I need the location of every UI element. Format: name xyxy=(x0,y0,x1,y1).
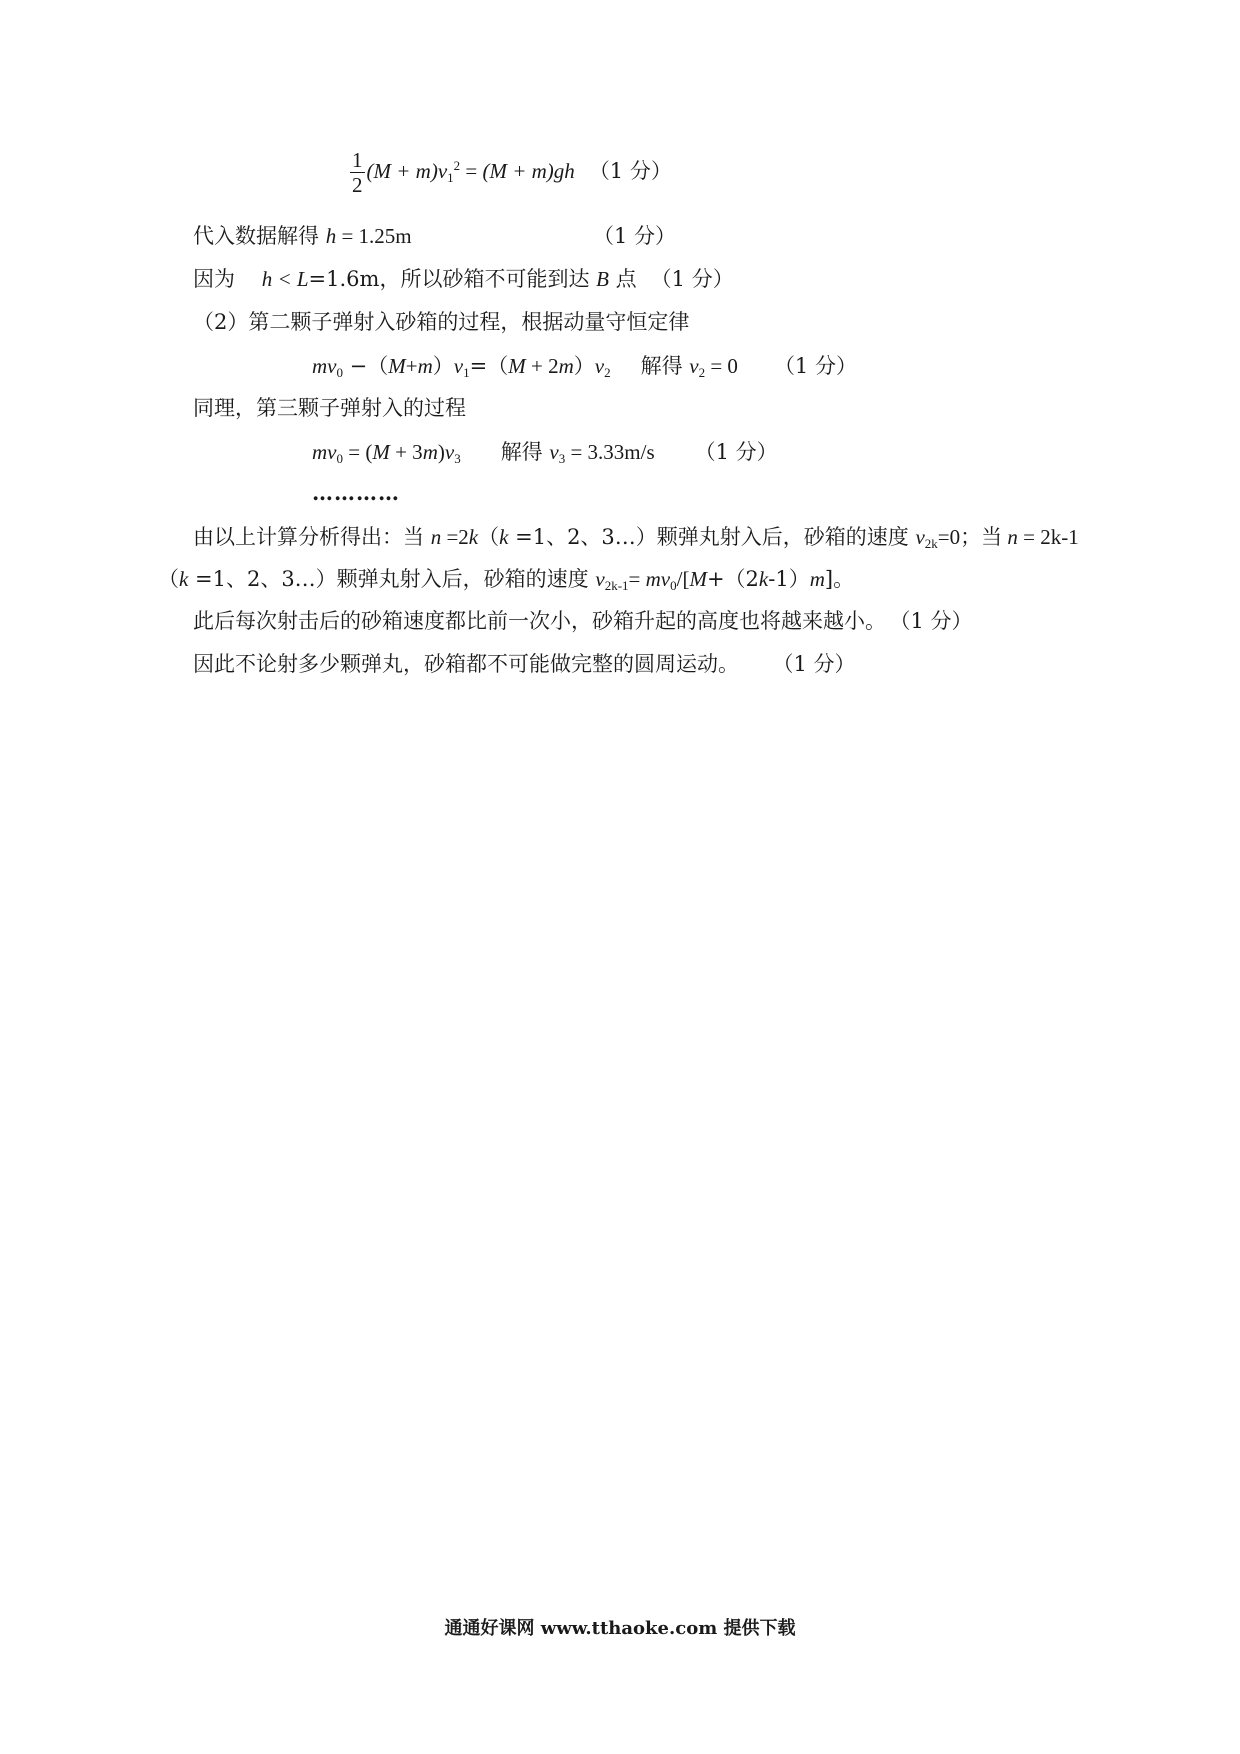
line6-f: mv xyxy=(645,567,671,591)
line1-rest: = 1.25m xyxy=(336,224,412,248)
eq2-n-sub: 2 xyxy=(698,365,706,380)
eq2-m: v xyxy=(594,354,605,378)
line2-prefix: 因为 xyxy=(193,267,242,291)
eq2-a-sub: 0 xyxy=(336,365,343,380)
energy-equation xyxy=(350,148,672,197)
eq3-h-sub: 3 xyxy=(558,451,566,466)
line5-e: （ xyxy=(478,525,500,549)
eq3-b: = ( xyxy=(343,440,373,464)
line3-text: （2）第二颗子弹射入砂箱的过程，根据动量守恒定律 xyxy=(193,310,690,334)
analysis-line-2 xyxy=(158,569,854,592)
eq3-e: m xyxy=(422,440,438,464)
eq3-i: = 3.33m/s xyxy=(565,440,655,464)
eq2-b: −（ xyxy=(343,354,389,378)
third-bullet-intro xyxy=(193,398,466,419)
fraction-one-half xyxy=(350,148,365,197)
eq1-score: （1 分） xyxy=(588,159,672,183)
eq2-score: （1 分） xyxy=(773,354,857,378)
line2-rest: =1.6m，所以砂箱不可能到达 xyxy=(308,267,597,291)
eq3-d: + 3 xyxy=(389,440,423,464)
line5-g: =1、2、3…）颗弹丸射入后，砂箱的速度 xyxy=(508,525,916,549)
ellipsis-dots xyxy=(312,482,400,503)
part2-intro xyxy=(193,312,689,333)
eq3-a: mv xyxy=(312,440,337,464)
line7-score: （1 分） xyxy=(900,609,973,633)
eq2-e: m xyxy=(417,354,433,378)
line2-suffix: 点 xyxy=(608,267,637,291)
eq2-g: v xyxy=(453,354,464,378)
eq2-k: m xyxy=(558,354,574,378)
eq3-f: ) xyxy=(437,440,445,464)
line2-score: （1 分） xyxy=(650,267,734,291)
eq1-equals: = xyxy=(460,159,483,183)
eq3-h: v xyxy=(549,440,559,464)
line1-var: h xyxy=(325,224,337,248)
line6-i: +（2 xyxy=(706,567,759,591)
line2-point: B xyxy=(596,267,609,291)
page-footer xyxy=(0,1614,1240,1640)
eq2-g-sub: 1 xyxy=(463,365,470,380)
eq1-lhs-sub: 1 xyxy=(447,170,454,185)
eq2-f: ） xyxy=(432,354,454,378)
eq1-lhs: (M + m)v xyxy=(366,159,448,183)
eq2-a: mv xyxy=(312,354,337,378)
line5-c: =2 xyxy=(441,525,469,549)
line6-j: k xyxy=(758,567,769,591)
line5-i: =0；当 xyxy=(937,525,1008,549)
line6-b: k xyxy=(179,567,189,591)
eq1-lhs-sup: 2 xyxy=(453,158,461,173)
eq2-o: = 0 xyxy=(705,354,738,378)
eq2-i: M xyxy=(508,354,526,378)
footer-text: 通通好课网 www.tthaoke.com 提供下载 xyxy=(444,1618,796,1639)
line7-text: 此后每次射击后的砂箱速度都比前一次小，砂箱升起的高度也将越来越小。 xyxy=(193,609,886,633)
line6-a: （ xyxy=(158,567,179,591)
line5-b: n xyxy=(430,525,442,549)
eq2-solve: 解得 xyxy=(640,354,690,378)
analysis-line-1 xyxy=(193,527,1079,550)
line8-score: （1 分） xyxy=(783,652,856,676)
eq2-l: ） xyxy=(573,354,595,378)
line5-j: n xyxy=(1007,525,1018,549)
eq3-g: v xyxy=(444,440,455,464)
line6-m: ]。 xyxy=(824,567,855,591)
line8-text: 因此不论射多少颗弹丸，砂箱都不可能做完整的圆周运动。 xyxy=(193,652,739,676)
height-compare-line xyxy=(193,269,734,290)
fraction-denominator: 2 xyxy=(352,173,363,197)
line6-h: M xyxy=(689,567,707,591)
eq3-score: （1 分） xyxy=(694,440,778,464)
line6-d: v xyxy=(595,567,605,591)
eq1-rhs: (M + m)gh xyxy=(482,159,575,183)
line1-prefix: 代入数据解得 xyxy=(193,224,326,248)
line6-g: /[ xyxy=(676,567,690,591)
eq2-m-sub: 2 xyxy=(604,365,611,380)
line5-d: k xyxy=(468,525,479,549)
momentum-equation-2 xyxy=(312,356,857,379)
line6-f-sub: 0 xyxy=(670,578,677,593)
fraction-numerator: 1 xyxy=(352,148,363,172)
line5-a: 由以上计算分析得出：当 xyxy=(193,525,431,549)
conclusion-line-2 xyxy=(193,654,856,675)
line1-score: （1 分） xyxy=(593,224,677,248)
eq3-a-sub: 0 xyxy=(336,451,343,466)
eq3-c: M xyxy=(372,440,390,464)
eq3-g-sub: 3 xyxy=(454,451,461,466)
line6-c: =1、2、3…）颗弹丸射入后，砂箱的速度 xyxy=(188,567,596,591)
line6-k: -1） xyxy=(768,567,810,591)
eq3-solve: 解得 xyxy=(500,440,550,464)
conclusion-line-1 xyxy=(193,611,973,632)
dots-text: ………… xyxy=(312,480,400,505)
line4-text: 同理，第三颗子弹射入的过程 xyxy=(193,396,466,420)
line5-k: = 2k-1 xyxy=(1017,525,1079,549)
line5-f: k xyxy=(499,525,509,549)
eq2-c: M xyxy=(388,354,406,378)
eq2-d: + xyxy=(405,354,418,378)
eq2-j: + 2 xyxy=(525,354,559,378)
eq2-n: v xyxy=(689,354,699,378)
eq2-h: =（ xyxy=(469,354,509,378)
line5-h-sub: 2k xyxy=(924,536,938,551)
line2-math: h < L xyxy=(261,267,309,291)
line5-h: v xyxy=(915,525,925,549)
line6-e: = xyxy=(628,567,646,591)
line6-d-sub: 2k-1 xyxy=(604,578,629,593)
momentum-equation-3 xyxy=(312,442,778,465)
solve-height-line xyxy=(193,224,677,248)
line6-l: m xyxy=(809,567,825,591)
